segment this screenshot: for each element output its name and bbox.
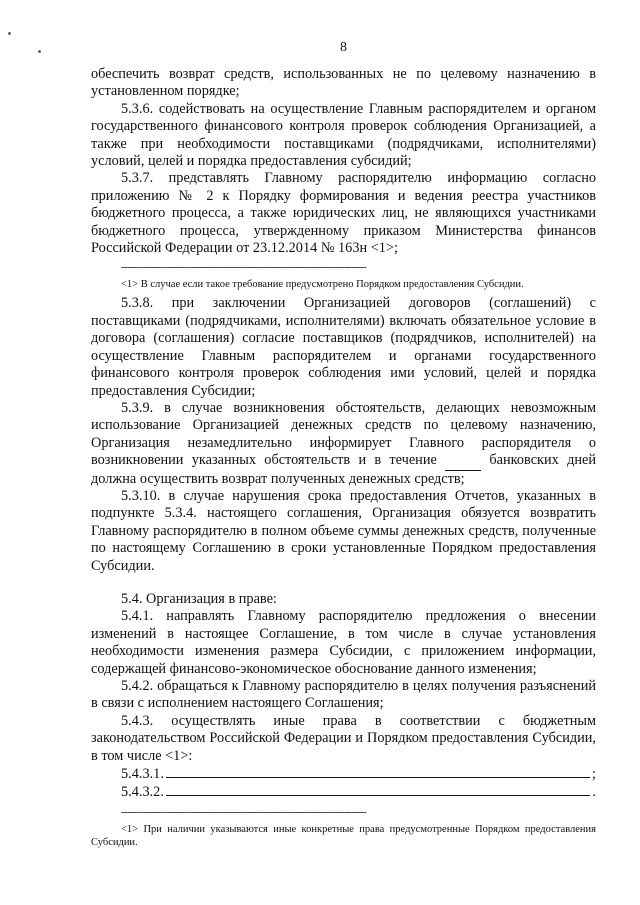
paragraph-5-4-2: 5.4.2. обращаться к Главному распорядителю в целях получения разъяснений в связи с исполнением настоящего Соглашения; xyxy=(91,678,596,712)
fill-item-label: 5.4.3.1. xyxy=(121,766,164,783)
footnote-2: <1> При наличии указываются иные конкретные права предусмотренные Порядком предоставления Субсидии. xyxy=(91,823,596,848)
fill-item-end: . xyxy=(592,784,596,801)
document-page xyxy=(91,40,596,849)
days-blank-field xyxy=(445,452,481,470)
fill-item-label: 5.4.3.2. xyxy=(121,784,164,801)
footnote-separator: -------------------------------------------------------------------------------- xyxy=(121,805,367,818)
paragraph-5-3-8: 5.3.8. при заключении Организацией договоров (соглашений) с поставщиками (подрядчиками, исполнителями) включать обязательное условие в договора (соглашения) согласие поставщиков (подрядчиков, исполнителей) на осуществление Главным распорядителем и органами государственного финансового контроля проверок соблюдения ими условий, целей и порядка предоставления Субсидии; xyxy=(91,295,596,399)
fill-item-blank-line xyxy=(166,783,591,796)
paragraph-5-3-9-part-b: банковских дней должна осуществить возврат полученных денежных средств; xyxy=(91,452,596,487)
footnote-separator: -------------------------------------------------------------------------------- xyxy=(121,261,367,274)
paragraph-5-3-9-part-a: 5.3.9. в случае возникновения обстоятельств, делающих невозможным использование Организацией денежных средств по целевому назначению, Организация незамедлительно информирует Главного распорядителя о возникновении указанных обстоятельств и в течение xyxy=(91,399,596,469)
paragraph-5-4-1: 5.4.1. направлять Главному распорядителю предложения о внесении изменений в настоящее Соглашение, в том числе в случае установления необходимости изменения размера Субсидии, с приложением информации, содержащей финансово-экономическое обоснование данного изменения; xyxy=(91,608,596,677)
paragraph-5-3-6: 5.3.6. содействовать на осуществление Главным распорядителем и органом государственного финансового контроля проверок соблюдения Организацией, а также при необходимости поставщиками (подрядчиками, исполнителями) условий, целей и порядка предоставления субсидий; xyxy=(91,100,596,170)
paragraph-5-3-7: 5.3.7. представлять Главному распорядителю информацию согласно приложению № 2 к Порядку формирования и ведения реестра участников бюджетного процесса, а также юридических лиц, не являющихся участниками бюджетного процесса, утвержденному приказом Министерства финансов Российской Федерации от 23.12.2014 № 163н <1>; xyxy=(91,170,596,257)
paragraph-return-funds: обеспечить возврат средств, использованных не по целевому назначению в установленном порядке; xyxy=(91,66,596,100)
fill-item-blank-line xyxy=(166,765,590,778)
scan-speck xyxy=(38,50,41,53)
paragraph-5-4: 5.4. Организация в праве: xyxy=(121,590,277,607)
paragraph-5-3-10: 5.3.10. в случае нарушения срока предоставления Отчетов, указанных в подпункте 5.3.4. настоящего соглашения, Организация обязуется возвратить Главному распорядителю в полном объеме суммы денежных средств, полученные по настоящему Соглашению в сроки установленные Порядком предоставления Субсидии. xyxy=(91,487,596,574)
paragraph-5-3-9 xyxy=(91,400,596,488)
footnote-1: <1> В случае если такое требование предусмотрено Порядком предоставления Субсидии. xyxy=(121,279,524,291)
scan-speck xyxy=(8,32,11,35)
fill-item-5-4-3-1 xyxy=(91,765,596,783)
page-number: 8 xyxy=(340,40,347,55)
fill-item-5-4-3-2 xyxy=(91,783,596,801)
paragraph-5-4-3: 5.4.3. осуществлять иные права в соответствии с бюджетным законодательством Российской Федерации и Порядком предоставления Субсидии, в том числе <1>: xyxy=(91,712,596,764)
fill-item-end: ; xyxy=(592,766,596,783)
